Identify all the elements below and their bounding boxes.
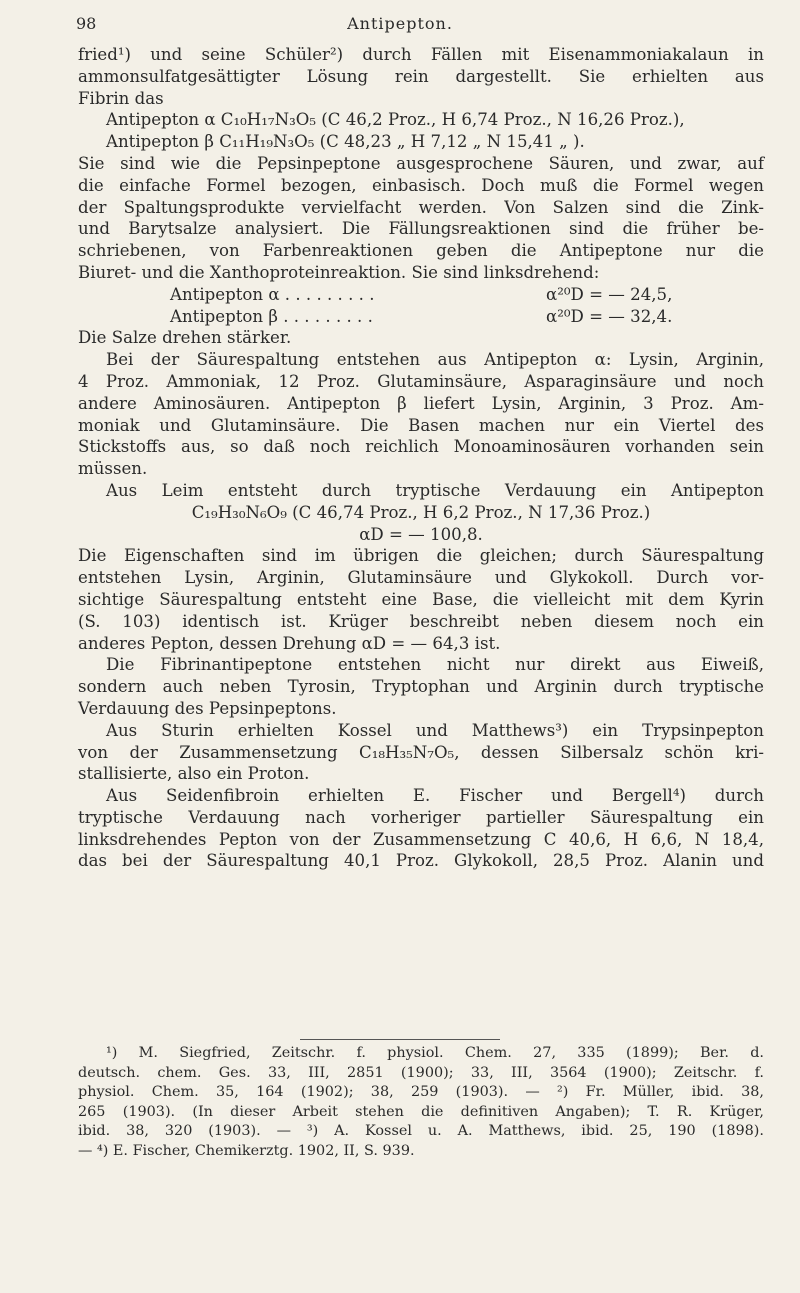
- text-line: anderes Pepton, dessen Drehung αD = — 64,3 ist.: [78, 633, 501, 653]
- text-line: Aus Sturin erhielten Kossel und Matthews³) ein Trypsinpepton: [106, 720, 764, 740]
- text-line: schriebenen, von Farbenreaktionen geben die Antipeptone nur die: [78, 241, 764, 261]
- text-line: sondern auch neben Tyrosin, Tryptophan und Arginin durch tryptische: [78, 677, 764, 697]
- text-line: sichtige Säurespaltung entsteht eine Base, die vielleicht mit dem Kyrin: [78, 589, 764, 609]
- text-line: der Spaltungsprodukte vervielfacht werden. Von Salzen sind die Zink-: [78, 197, 764, 217]
- text-line: Sie sind wie die Pepsinpeptone ausgesprochene Säuren, und zwar, auf: [78, 153, 764, 173]
- body-text: [78, 44, 764, 872]
- rotation-label: Antipepton α . . . . . . . . .: [170, 284, 375, 304]
- formula-line: C₁₉H₃₀N₆O₉ (C 46,74 Proz., H 6,2 Proz., N 17,36 Proz.): [191, 502, 651, 522]
- text-line: ammonsulfatgesättigter Lösung rein dargestellt. Sie erhielten aus: [78, 66, 764, 86]
- running-title: Antipepton.: [347, 14, 453, 33]
- formula-line: Antipepton α C₁₀H₁₇N₃O₅ (C 46,2 Proz., H 6,74 Proz., N 16,26 Proz.),: [106, 110, 685, 130]
- rotation-value: α²⁰D = — 24,5,: [546, 284, 673, 304]
- text-line: Aus Seidenfibroin erhielten E. Fischer und Bergell⁴) durch: [106, 786, 764, 806]
- text-line: Stickstoffs aus, so daß noch reichlich Monoaminosäuren vorhanden sein: [78, 437, 764, 457]
- text-line: linksdrehendes Pepton von der Zusammensetzung C 40,6, H 6,6, N 18,4,: [78, 829, 764, 849]
- text-line: Fibrin das: [78, 88, 164, 108]
- text-line: (S. 103) identisch ist. Krüger beschreibt neben diesem noch ein: [78, 611, 764, 631]
- text-line: andere Aminosäuren. Antipepton β liefert Lysin, Arginin, 3 Proz. Am-: [78, 393, 764, 413]
- text-line: tryptische Verdauung nach vorheriger partieller Säurespaltung ein: [78, 807, 764, 827]
- footnote-divider: [300, 1039, 500, 1040]
- text-line: die einfache Formel bezogen, einbasisch. Doch muß die Formel wegen: [78, 175, 764, 195]
- footnote-line: deutsch. chem. Ges. 33, III, 2851 (1900); 33, III, 3564 (1900); Zeitschr. f.: [78, 1064, 764, 1081]
- text-line: entstehen Lysin, Arginin, Glutaminsäure und Glykokoll. Durch vor-: [78, 568, 764, 588]
- rotation-label: Antipepton β . . . . . . . . .: [170, 306, 373, 326]
- text-line: Die Salze drehen stärker.: [78, 328, 292, 348]
- footnote-line: ibid. 38, 320 (1903). — ³) A. Kossel u. A. Matthews, ibid. 25, 190 (1898).: [78, 1123, 764, 1139]
- footnote-line: 265 (1903). (In dieser Arbeit stehen die definitiven Angaben); T. R. Krüger,: [78, 1103, 764, 1120]
- text-line: und Barytsalze analysiert. Die Fällungsreaktionen sind die früher be-: [78, 219, 764, 239]
- text-line: Biuret- und die Xanthoproteinreaktion. Sie sind linksdrehend:: [78, 262, 600, 282]
- text-line: fried¹) und seine Schüler²) durch Fällen mit Eisenammoniakalaun in: [78, 45, 764, 64]
- footnote-line: physiol. Chem. 35, 164 (1902); 38, 259 (1903). — ²) Fr. Müller, ibid. 38,: [78, 1084, 764, 1100]
- footnote-line: — ⁴) E. Fischer, Chemikerztg. 1902, II, S. 939.: [78, 1142, 415, 1159]
- text-line: stallisierte, also ein Proton.: [78, 764, 310, 784]
- text-line: von der Zusammensetzung C₁₈H₃₅N₇O₅, dessen Silbersalz schön kri-: [78, 742, 764, 762]
- formula-line: αD = — 100,8.: [359, 524, 483, 544]
- text-line: müssen.: [78, 459, 148, 479]
- text-line: moniak und Glutaminsäure. Die Basen machen nur ein Viertel des: [78, 415, 764, 435]
- text-line: das bei der Säurespaltung 40,1 Proz. Glykokoll, 28,5 Proz. Alanin und: [78, 851, 764, 871]
- footnotes: [78, 1044, 764, 1161]
- page-number: 98: [76, 14, 97, 33]
- rotation-row: [78, 284, 764, 306]
- text-line: Verdauung des Pepsinpeptons.: [78, 698, 337, 718]
- rotation-row: [78, 306, 764, 328]
- text-line: Die Fibrinantipeptone entstehen nicht nur direkt aus Eiweiß,: [106, 655, 764, 675]
- rotation-value: α²⁰D = — 32,4.: [546, 306, 673, 326]
- text-line: 4 Proz. Ammoniak, 12 Proz. Glutaminsäure, Asparaginsäure und noch: [78, 371, 764, 391]
- formula-line: Antipepton β C₁₁H₁₉N₃O₅ (C 48,23 „ H 7,12 „ N 15,41 „ ).: [106, 132, 585, 152]
- footnote-line: ¹) M. Siegfried, Zeitschr. f. physiol. Chem. 27, 335 (1899); Ber. d.: [106, 1045, 764, 1061]
- text-line: Aus Leim entsteht durch tryptische Verdauung ein Antipepton: [106, 480, 764, 500]
- text-line: Die Eigenschaften sind im übrigen die gleichen; durch Säurespaltung: [78, 546, 764, 566]
- text-line: Bei der Säurespaltung entstehen aus Antipepton α: Lysin, Arginin,: [106, 350, 764, 370]
